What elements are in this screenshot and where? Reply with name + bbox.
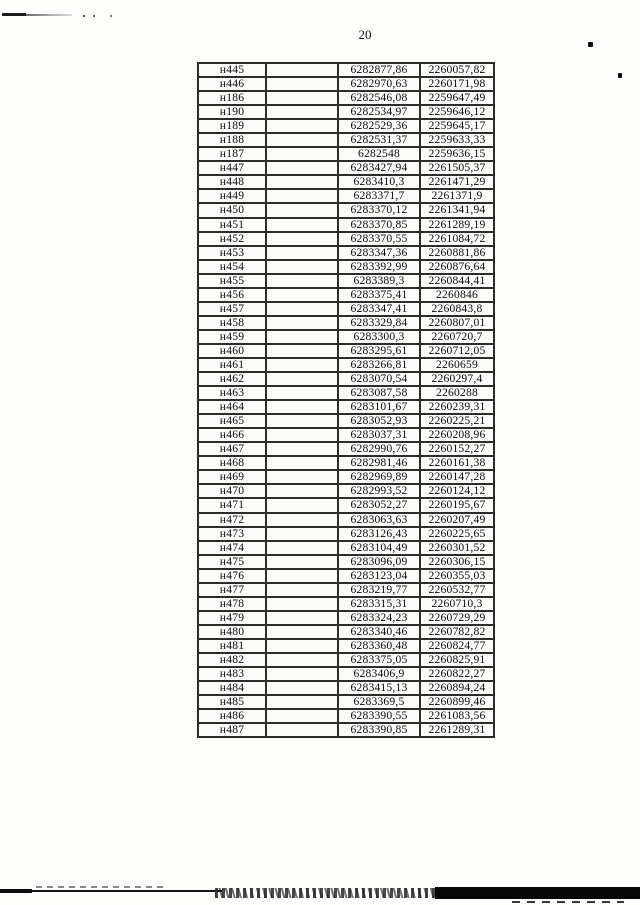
table-row <box>198 723 494 737</box>
y-coordinate-cell: 2260712,05 <box>420 344 494 358</box>
blank-cell <box>266 569 338 583</box>
x-coordinate-cell: 6283219,77 <box>338 583 420 597</box>
y-coordinate-cell: 2261471,29 <box>420 175 494 189</box>
y-coordinate-cell: 2260147,28 <box>420 470 494 484</box>
y-coordinate-cell: 2259645,17 <box>420 119 494 133</box>
table-row <box>198 119 494 133</box>
table-row <box>198 583 494 597</box>
point-name-cell: н459 <box>198 330 266 344</box>
point-name-cell: н478 <box>198 597 266 611</box>
x-coordinate-cell: 6283101,67 <box>338 400 420 414</box>
y-coordinate-cell: 2260207,49 <box>420 513 494 527</box>
table-row <box>198 260 494 274</box>
table-row <box>198 77 494 91</box>
blank-cell <box>266 358 338 372</box>
y-coordinate-cell: 2260057,82 <box>420 63 494 77</box>
blank-cell <box>266 484 338 498</box>
table-row <box>198 344 494 358</box>
x-coordinate-cell: 6283369,5 <box>338 695 420 709</box>
blank-cell <box>266 667 338 681</box>
table-row <box>198 330 494 344</box>
table-row <box>198 597 494 611</box>
point-name-cell: н485 <box>198 695 266 709</box>
blank-cell <box>266 527 338 541</box>
point-name-cell: н189 <box>198 119 266 133</box>
table-row <box>198 709 494 723</box>
point-name-cell: н452 <box>198 232 266 246</box>
blank-cell <box>266 386 338 400</box>
table-row <box>198 414 494 428</box>
table-row <box>198 63 494 77</box>
x-coordinate-cell: 6283315,31 <box>338 597 420 611</box>
blank-cell <box>266 513 338 527</box>
y-coordinate-cell: 2260876,64 <box>420 260 494 274</box>
point-name-cell: н487 <box>198 723 266 737</box>
y-coordinate-cell: 2260729,29 <box>420 611 494 625</box>
point-name-cell: н467 <box>198 442 266 456</box>
point-name-cell: н450 <box>198 203 266 217</box>
x-coordinate-cell: 6283406,9 <box>338 667 420 681</box>
table-row <box>198 316 494 330</box>
x-coordinate-cell: 6282548 <box>338 147 420 161</box>
blank-cell <box>266 330 338 344</box>
point-name-cell: н449 <box>198 189 266 203</box>
blank-cell <box>266 77 338 91</box>
y-coordinate-cell: 2260720,7 <box>420 330 494 344</box>
x-coordinate-cell: 6283347,36 <box>338 246 420 260</box>
x-coordinate-cell: 6283329,84 <box>338 316 420 330</box>
scan-artifact-dot <box>83 15 85 17</box>
point-name-cell: н486 <box>198 709 266 723</box>
table-row <box>198 639 494 653</box>
point-name-cell: н463 <box>198 386 266 400</box>
scan-artifact-top-left-fade <box>26 14 72 16</box>
y-coordinate-cell: 2260152,27 <box>420 442 494 456</box>
blank-cell <box>266 232 338 246</box>
x-coordinate-cell: 6282534,97 <box>338 105 420 119</box>
scan-artifact-top-left-dash <box>2 13 26 16</box>
x-coordinate-cell: 6283070,54 <box>338 372 420 386</box>
blank-cell <box>266 147 338 161</box>
x-coordinate-cell: 6283266,81 <box>338 358 420 372</box>
point-name-cell: н186 <box>198 91 266 105</box>
scan-artifact-right-dot <box>588 42 593 47</box>
table-row <box>198 681 494 695</box>
y-coordinate-cell: 2260846 <box>420 288 494 302</box>
blank-cell <box>266 203 338 217</box>
point-name-cell: н465 <box>198 414 266 428</box>
y-coordinate-cell: 2261371,9 <box>420 189 494 203</box>
point-name-cell: н477 <box>198 583 266 597</box>
table-row <box>198 484 494 498</box>
table-row <box>198 555 494 569</box>
table-row <box>198 386 494 400</box>
x-coordinate-cell: 6282969,89 <box>338 470 420 484</box>
table-row <box>198 246 494 260</box>
table-row <box>198 569 494 583</box>
blank-cell <box>266 218 338 232</box>
x-coordinate-cell: 6283063,63 <box>338 513 420 527</box>
y-coordinate-cell: 2261083,56 <box>420 709 494 723</box>
blank-cell <box>266 274 338 288</box>
x-coordinate-cell: 6282529,36 <box>338 119 420 133</box>
y-coordinate-cell: 2260124,12 <box>420 484 494 498</box>
point-name-cell: н445 <box>198 63 266 77</box>
point-name-cell: н464 <box>198 400 266 414</box>
blank-cell <box>266 344 338 358</box>
y-coordinate-cell: 2260532,77 <box>420 583 494 597</box>
scan-artifact-bottom-dashes <box>512 901 624 903</box>
blank-cell <box>266 695 338 709</box>
y-coordinate-cell: 2260782,82 <box>420 625 494 639</box>
x-coordinate-cell: 6283324,23 <box>338 611 420 625</box>
y-coordinate-cell: 2259636,15 <box>420 147 494 161</box>
point-name-cell: н448 <box>198 175 266 189</box>
point-name-cell: н476 <box>198 569 266 583</box>
y-coordinate-cell: 2261341,94 <box>420 203 494 217</box>
y-coordinate-cell: 2260225,21 <box>420 414 494 428</box>
y-coordinate-cell: 2260225,65 <box>420 527 494 541</box>
x-coordinate-cell: 6283375,05 <box>338 653 420 667</box>
x-coordinate-cell: 6283375,41 <box>338 288 420 302</box>
table-row <box>198 175 494 189</box>
table-row <box>198 653 494 667</box>
point-name-cell: н451 <box>198 218 266 232</box>
y-coordinate-cell: 2260899,46 <box>420 695 494 709</box>
point-name-cell: н458 <box>198 316 266 330</box>
x-coordinate-cell: 6283300,3 <box>338 330 420 344</box>
y-coordinate-cell: 2260822,27 <box>420 667 494 681</box>
x-coordinate-cell: 6283410,3 <box>338 175 420 189</box>
x-coordinate-cell: 6283370,12 <box>338 203 420 217</box>
x-coordinate-cell: 6282990,76 <box>338 442 420 456</box>
y-coordinate-cell: 2260195,67 <box>420 498 494 512</box>
x-coordinate-cell: 6283123,04 <box>338 569 420 583</box>
blank-cell <box>266 653 338 667</box>
table-row <box>198 274 494 288</box>
point-name-cell: н462 <box>198 372 266 386</box>
blank-cell <box>266 91 338 105</box>
point-name-cell: н475 <box>198 555 266 569</box>
table-row <box>198 695 494 709</box>
table-row <box>198 667 494 681</box>
table-row <box>198 147 494 161</box>
point-name-cell: н190 <box>198 105 266 119</box>
table-row <box>198 498 494 512</box>
blank-cell <box>266 161 338 175</box>
x-coordinate-cell: 6282546,08 <box>338 91 420 105</box>
point-name-cell: н447 <box>198 161 266 175</box>
point-name-cell: н471 <box>198 498 266 512</box>
table-row <box>198 470 494 484</box>
x-coordinate-cell: 6283390,55 <box>338 709 420 723</box>
scan-artifact-bottom-line <box>0 889 32 893</box>
y-coordinate-cell: 2259647,49 <box>420 91 494 105</box>
y-coordinate-cell: 2259633,33 <box>420 133 494 147</box>
point-name-cell: н453 <box>198 246 266 260</box>
x-coordinate-cell: 6282970,63 <box>338 77 420 91</box>
blank-cell <box>266 611 338 625</box>
blank-cell <box>266 302 338 316</box>
blank-cell <box>266 246 338 260</box>
y-coordinate-cell: 2259646,12 <box>420 105 494 119</box>
scan-artifact-dot <box>110 15 112 17</box>
blank-cell <box>266 639 338 653</box>
x-coordinate-cell: 6282531,37 <box>338 133 420 147</box>
table-row <box>198 91 494 105</box>
blank-cell <box>266 189 338 203</box>
x-coordinate-cell: 6282993,52 <box>338 484 420 498</box>
x-coordinate-cell: 6283390,85 <box>338 723 420 737</box>
table-row <box>198 625 494 639</box>
coordinate-table-body <box>198 63 494 737</box>
x-coordinate-cell: 6283052,93 <box>338 414 420 428</box>
x-coordinate-cell: 6283392,99 <box>338 260 420 274</box>
blank-cell <box>266 105 338 119</box>
table-row <box>198 611 494 625</box>
blank-cell <box>266 288 338 302</box>
y-coordinate-cell: 2260355,03 <box>420 569 494 583</box>
blank-cell <box>266 400 338 414</box>
x-coordinate-cell: 6283052,27 <box>338 498 420 512</box>
y-coordinate-cell: 2260301,52 <box>420 541 494 555</box>
x-coordinate-cell: 6283104,49 <box>338 541 420 555</box>
blank-cell <box>266 372 338 386</box>
point-name-cell: н455 <box>198 274 266 288</box>
y-coordinate-cell: 2260171,98 <box>420 77 494 91</box>
blank-cell <box>266 428 338 442</box>
y-coordinate-cell: 2260844,41 <box>420 274 494 288</box>
x-coordinate-cell: 6283389,3 <box>338 274 420 288</box>
blank-cell <box>266 541 338 555</box>
y-coordinate-cell: 2260824,77 <box>420 639 494 653</box>
y-coordinate-cell: 2261084,72 <box>420 232 494 246</box>
y-coordinate-cell: 2260659 <box>420 358 494 372</box>
blank-cell <box>266 681 338 695</box>
blank-cell <box>266 625 338 639</box>
table-row <box>198 513 494 527</box>
table-row <box>198 541 494 555</box>
point-name-cell: н481 <box>198 639 266 653</box>
blank-cell <box>266 175 338 189</box>
table-row <box>198 288 494 302</box>
x-coordinate-cell: 6282981,46 <box>338 456 420 470</box>
point-name-cell: н473 <box>198 527 266 541</box>
scan-artifact-bottom-dashes <box>36 886 166 888</box>
blank-cell <box>266 709 338 723</box>
table-row <box>198 218 494 232</box>
x-coordinate-cell: 6283370,55 <box>338 232 420 246</box>
y-coordinate-cell: 2260239,31 <box>420 400 494 414</box>
y-coordinate-cell: 2260825,91 <box>420 653 494 667</box>
y-coordinate-cell: 2260807,01 <box>420 316 494 330</box>
point-name-cell: н479 <box>198 611 266 625</box>
scan-artifact-bottom-line <box>30 890 222 892</box>
scan-artifact-bottom-speckle <box>215 888 437 898</box>
table-row <box>198 400 494 414</box>
table-row <box>198 372 494 386</box>
x-coordinate-cell: 6283126,43 <box>338 527 420 541</box>
x-coordinate-cell: 6283370,85 <box>338 218 420 232</box>
blank-cell <box>266 442 338 456</box>
page-number: 20 <box>358 27 372 42</box>
x-coordinate-cell: 6283415,13 <box>338 681 420 695</box>
y-coordinate-cell: 2260297,4 <box>420 372 494 386</box>
blank-cell <box>266 583 338 597</box>
blank-cell <box>266 498 338 512</box>
y-coordinate-cell: 2260306,15 <box>420 555 494 569</box>
x-coordinate-cell: 6283371,7 <box>338 189 420 203</box>
blank-cell <box>266 555 338 569</box>
point-name-cell: н457 <box>198 302 266 316</box>
table-row <box>198 232 494 246</box>
blank-cell <box>266 456 338 470</box>
point-name-cell: н188 <box>198 133 266 147</box>
point-name-cell: н466 <box>198 428 266 442</box>
y-coordinate-cell: 2260161,38 <box>420 456 494 470</box>
blank-cell <box>266 470 338 484</box>
point-name-cell: н470 <box>198 484 266 498</box>
table-row <box>198 189 494 203</box>
scan-artifact-dot <box>93 15 95 17</box>
x-coordinate-cell: 6283295,61 <box>338 344 420 358</box>
y-coordinate-cell: 2260894,24 <box>420 681 494 695</box>
point-name-cell: н484 <box>198 681 266 695</box>
x-coordinate-cell: 6283427,94 <box>338 161 420 175</box>
table-row <box>198 203 494 217</box>
x-coordinate-cell: 6283347,41 <box>338 302 420 316</box>
x-coordinate-cell: 6283037,31 <box>338 428 420 442</box>
blank-cell <box>266 133 338 147</box>
blank-cell <box>266 723 338 737</box>
x-coordinate-cell: 6282877,86 <box>338 63 420 77</box>
point-name-cell: н446 <box>198 77 266 91</box>
x-coordinate-cell: 6283340,46 <box>338 625 420 639</box>
x-coordinate-cell: 6283096,09 <box>338 555 420 569</box>
blank-cell <box>266 414 338 428</box>
table-row <box>198 105 494 119</box>
table-row <box>198 428 494 442</box>
point-name-cell: н480 <box>198 625 266 639</box>
y-coordinate-cell: 2260843,8 <box>420 302 494 316</box>
scan-artifact-bottom-bar <box>435 887 640 899</box>
y-coordinate-cell: 2260710,3 <box>420 597 494 611</box>
point-name-cell: н460 <box>198 344 266 358</box>
x-coordinate-cell: 6283360,48 <box>338 639 420 653</box>
point-name-cell: н456 <box>198 288 266 302</box>
point-name-cell: н482 <box>198 653 266 667</box>
blank-cell <box>266 63 338 77</box>
y-coordinate-cell: 2260208,96 <box>420 428 494 442</box>
table-row <box>198 161 494 175</box>
table-row <box>198 442 494 456</box>
blank-cell <box>266 260 338 274</box>
table-row <box>198 527 494 541</box>
x-coordinate-cell: 6283087,58 <box>338 386 420 400</box>
scan-artifact-right-dot <box>618 73 622 78</box>
point-name-cell: н454 <box>198 260 266 274</box>
y-coordinate-cell: 2261289,31 <box>420 723 494 737</box>
point-name-cell: н469 <box>198 470 266 484</box>
point-name-cell: н483 <box>198 667 266 681</box>
point-name-cell: н468 <box>198 456 266 470</box>
table-row <box>198 358 494 372</box>
point-name-cell: н187 <box>198 147 266 161</box>
coordinate-table <box>197 62 495 738</box>
blank-cell <box>266 119 338 133</box>
y-coordinate-cell: 2261505,37 <box>420 161 494 175</box>
y-coordinate-cell: 2260881,86 <box>420 246 494 260</box>
table-row <box>198 456 494 470</box>
point-name-cell: н474 <box>198 541 266 555</box>
table-row <box>198 302 494 316</box>
blank-cell <box>266 316 338 330</box>
y-coordinate-cell: 2261289,19 <box>420 218 494 232</box>
point-name-cell: н472 <box>198 513 266 527</box>
y-coordinate-cell: 2260288 <box>420 386 494 400</box>
blank-cell <box>266 597 338 611</box>
point-name-cell: н461 <box>198 358 266 372</box>
table-row <box>198 133 494 147</box>
